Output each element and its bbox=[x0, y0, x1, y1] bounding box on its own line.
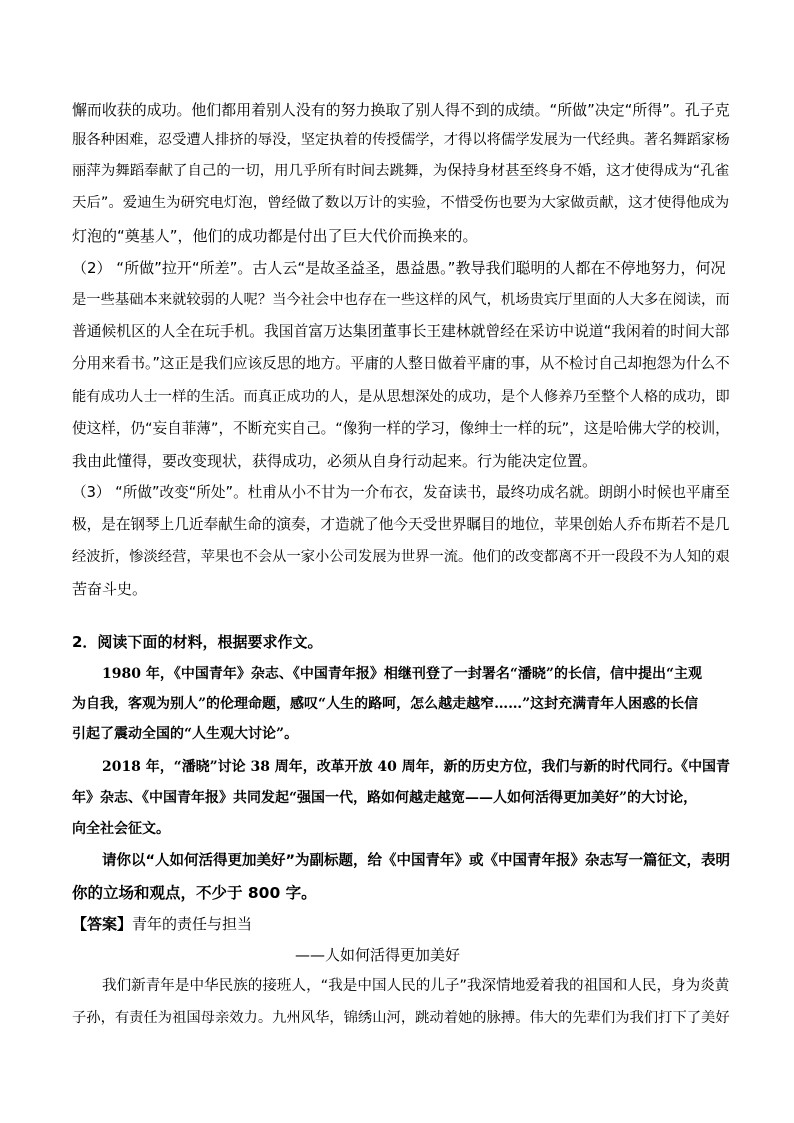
material-line: 向全社会征文。 bbox=[72, 821, 170, 837]
answer-tag: 【答案】 bbox=[72, 915, 133, 933]
passage-line: 天后”。爱迪生为研究电灯泡，曾经做了数以万计的实验，不惜受伤也要为大家做贡献，这才使得他成为 bbox=[72, 195, 730, 211]
writing-prompt-line: 请你以“人如何活得更加美好”为副标题，给《中国青年》或《中国青年报》杂志写一篇征文，表明 bbox=[102, 853, 731, 869]
passage-line: 懈而收获的成功。他们都用着别人没有的努力换取了别人得不到的成绩。“所做”决定“所得”。孔子克 bbox=[72, 101, 730, 119]
answer-body-line: 我们新青年是中华民族的接班人，“我是中国人民的儿子”我深情地爱着我的祖国和人民，身为炎黄 bbox=[102, 977, 730, 994]
passage-line: （2） “所做”拉开“所差”。古人云“是故圣益圣，愚益愚。”教导我们聪明的人都在不停地努力，何况 bbox=[72, 259, 726, 277]
material-line: 为自我，客观为别人”的伦理命题，感叹“人生的路呵，怎么越走越窄……”这封充满青年人困惑的长信 bbox=[72, 696, 699, 712]
passage-line: 服各种困难，忍受遭人排挤的辱没，坚定执着的传授儒学，才得以将儒学发展为一代经典。著名舞蹈家杨 bbox=[72, 132, 730, 148]
answer-heading bbox=[72, 914, 252, 934]
writing-prompt-line: 你的立场和观点，不少于 800 字。 bbox=[72, 884, 317, 902]
answer-body-line: 子孙，有责任为祖国母亲效力。九州风华，锦绣山河，跳动着她的脉搏。伟大的先辈们为我们打下了美好 bbox=[72, 1010, 730, 1026]
passage-line: 分用来看书。”这正是我们应该反思的地方。平庸的人整日做着平庸的事，从不检讨自己却抱怨为什么不 bbox=[72, 355, 730, 372]
passage-line: （3） “所做”改变“所处”。杜甫从小不甘为一介布衣，发奋读书，最终功成名就。朗朗小时候也平庸至 bbox=[72, 484, 730, 501]
passage-line: 使这样，仍“妄自菲薄”，不断充实自己。“像狗一样的学习，像绅士一样的玩”，这是哈佛大学的校训， bbox=[72, 420, 730, 437]
passage-line: 是一些基础本来就较弱的人呢？当今社会中也存在一些这样的风气，机场贵宾厅里面的人大多在阅读，而 bbox=[72, 292, 730, 308]
passage-line: 能有成功人士一样的生活。而真正成功的人，是从思想深处的成功，是个人修养乃至整个人格的成功，即 bbox=[72, 389, 730, 405]
material-line: 引起了震动全国的“人生观大讨论”。 bbox=[72, 726, 299, 742]
passage-line: 灯泡的“奠基人”，他们的成功都是付出了巨大代价而换来的。 bbox=[72, 227, 478, 245]
passage-line: 丽萍为舞蹈奉献了自己的一切，用几乎所有时间去跳舞，为保持身材甚至终身不婚，这才使得成为“孔雀 bbox=[72, 163, 730, 179]
answer-title: 青年的责任与担当 bbox=[132, 915, 253, 933]
material-line: 1980 年，《中国青年》杂志、《中国青年报》相继刊登了一封署名“潘晓”的长信，信中提出“主观 bbox=[102, 666, 702, 682]
passage-line: 极，是在钢琴上几近奉献生命的演奏，才造就了他今天受世界瞩目的地位，苹果创始人乔布斯若不是几 bbox=[72, 516, 730, 533]
answer-subtitle: ——人如何活得更加美好 bbox=[295, 946, 461, 964]
question-heading: 2．阅读下面的材料，根据要求作文。 bbox=[72, 633, 323, 651]
material-line: 年》杂志、《中国青年报》共同发起“强国一代，路如何越走越宽——人如何活得更加美好”的大讨论， bbox=[72, 790, 698, 806]
passage-line: 经波折，惨淡经营，苹果也不会从一家小公司发展为世界一流。他们的改变都离不开一段段不为人知的艰 bbox=[72, 549, 730, 565]
material-line: 2018 年，“潘晓”讨论 38 周年，改革开放 40 周年，新的历史方位，我们与新的时代同行。《中国青 bbox=[102, 759, 730, 775]
passage-line: 普通候机区的人全在玩手机。我国首富万达集团董事长王建林就曾经在采访中说道“我闲着的时间大部 bbox=[72, 323, 730, 340]
passage-line: 我由此懂得，要改变现状，获得成功，必须从自身行动起来。行为能决定位置。 bbox=[72, 452, 598, 470]
passage-line: 苦奋斗史。 bbox=[72, 580, 148, 598]
